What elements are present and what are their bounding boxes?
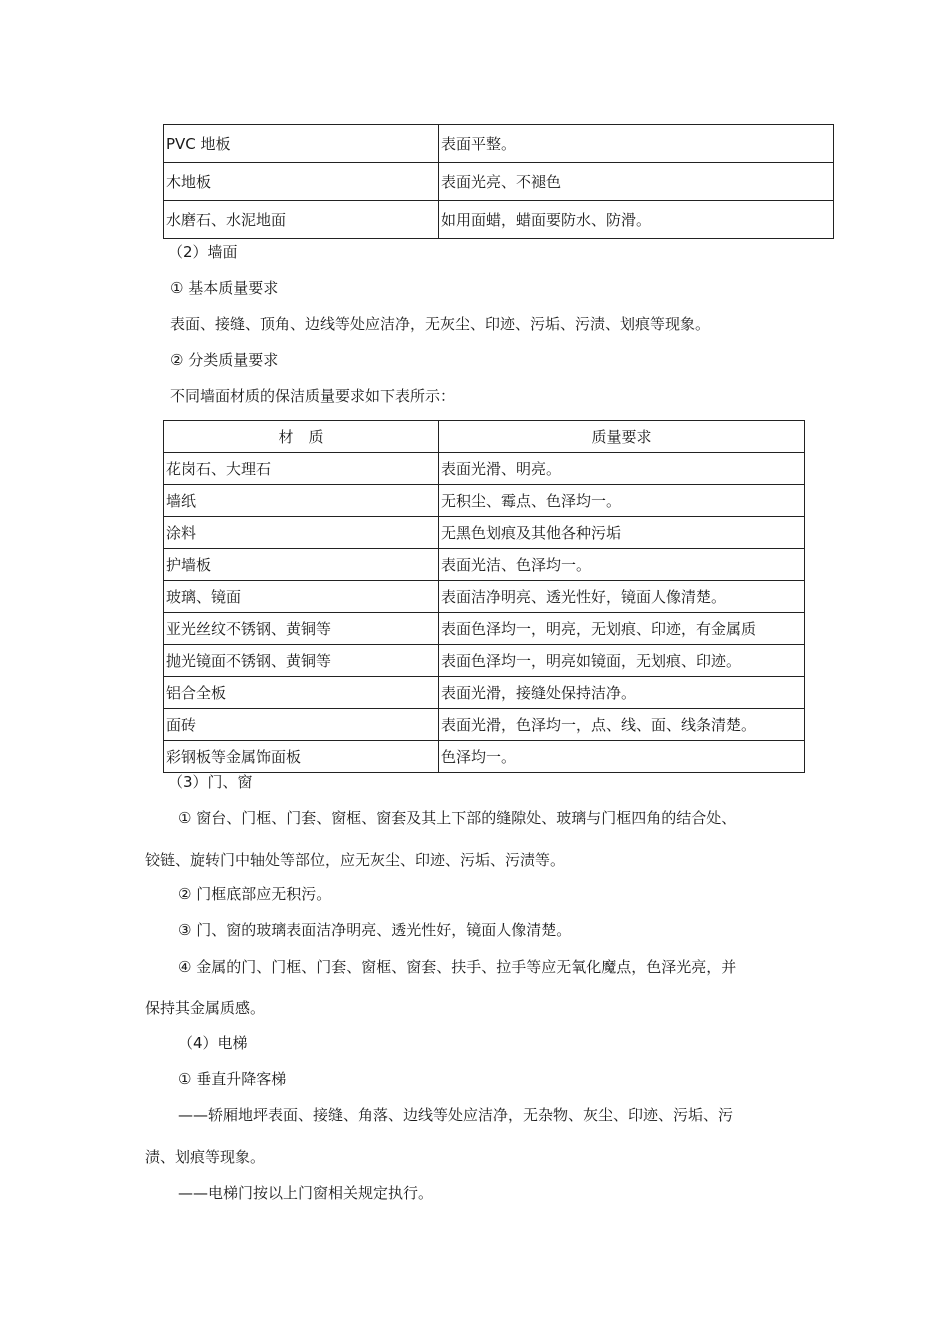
requirement-cell: 表面光洁、色泽均一。 [439,549,805,581]
requirement-cell: 表面光滑、明亮。 [439,453,805,485]
doors-item3: ③ 门、窗的玻璃表面洁净明亮、透光性好，镜面人像清楚。 [178,921,572,939]
requirement-cell: 表面光滑，接缝处保持洁净。 [439,677,805,709]
elevator-item1: ① 垂直升降客梯 [178,1070,287,1088]
material-cell: 涂料 [164,517,439,549]
wall-table-intro: 不同墙面材质的保洁质量要求如下表所示： [170,387,456,405]
requirement-cell: 无积尘、霉点、色泽均一。 [439,485,805,517]
requirement-cell: 表面色泽均一，明亮，无划痕、印迹，有金属质 [439,613,805,645]
table-row [164,709,805,741]
material-cell: 面砖 [164,709,439,741]
table-row [164,613,805,645]
table-row [164,201,834,239]
material-cell: 抛光镜面不锈钢、黄铜等 [164,645,439,677]
requirement-cell: 表面色泽均一，明亮如镜面，无划痕、印迹。 [439,645,805,677]
elevator-dash2: ——电梯门按以上门窗相关规定执行。 [178,1184,434,1202]
wall-quality-table [163,420,805,773]
material-cell: PVC 地板 [164,125,439,163]
doors-heading: （3）门、窗 [168,773,253,791]
elevator-dash1-line1: ——轿厢地坪表面、接缝、角落、边线等处应洁净，无杂物、灰尘、印迹、污垢、污 [178,1106,734,1124]
material-cell: 墙纸 [164,485,439,517]
requirement-cell: 表面光滑，色泽均一，点、线、面、线条清楚。 [439,709,805,741]
material-cell: 亚光丝纹不锈钢、黄铜等 [164,613,439,645]
requirement-cell: 表面平整。 [439,125,834,163]
requirement-cell: 表面洁净明亮、透光性好，镜面人像清楚。 [439,581,805,613]
doors-item1-line2: 铰链、旋转门中轴处等部位，应无灰尘、印迹、污垢、污渍等。 [145,851,566,869]
header-requirement: 质量要求 [439,421,805,453]
material-cell: 水磨石、水泥地面 [164,201,439,239]
material-cell: 玻璃、镜面 [164,581,439,613]
doors-item1-line1: ① 窗台、门框、门套、窗框、窗套及其上下部的缝隙处、玻璃与门框四角的结合处、 [178,809,737,827]
table-header-row [164,421,805,453]
requirement-cell: 表面光亮、不褪色 [439,163,834,201]
wall-heading: （2）墙面 [168,243,238,261]
basic-quality-title: ① 基本质量要求 [170,279,279,297]
floor-quality-table [163,124,834,239]
material-cell: 木地板 [164,163,439,201]
material-cell: 护墙板 [164,549,439,581]
doors-item4-line1: ④ 金属的门、门框、门套、窗框、窗套、扶手、拉手等应无氧化魔点，色泽光亮，并 [178,958,737,976]
elevator-heading: （4）电梯 [178,1034,248,1052]
elevator-dash1-line2: 渍、划痕等现象。 [145,1148,266,1166]
requirement-cell: 色泽均一。 [439,741,805,773]
table-row [164,581,805,613]
class-quality-title: ② 分类质量要求 [170,351,279,369]
table-row [164,741,805,773]
table-row [164,125,834,163]
table-row [164,517,805,549]
material-cell: 彩钢板等金属饰面板 [164,741,439,773]
table-row [164,549,805,581]
header-material: 材 质 [164,421,439,453]
table-row [164,163,834,201]
material-cell: 铝合全板 [164,677,439,709]
basic-quality-text: 表面、接缝、顶角、边线等处应洁净，无灰尘、印迹、污垢、污渍、划痕等现象。 [170,315,711,333]
table-row [164,645,805,677]
table-row [164,453,805,485]
requirement-cell: 无黑色划痕及其他各种污垢 [439,517,805,549]
doors-item4-line2: 保持其金属质感。 [145,999,266,1017]
material-cell: 花岗石、大理石 [164,453,439,485]
doors-item2: ② 门框底部应无积污。 [178,885,332,903]
requirement-cell: 如用面蜡，蜡面要防水、防滑。 [439,201,834,239]
table-row [164,677,805,709]
table-row [164,485,805,517]
